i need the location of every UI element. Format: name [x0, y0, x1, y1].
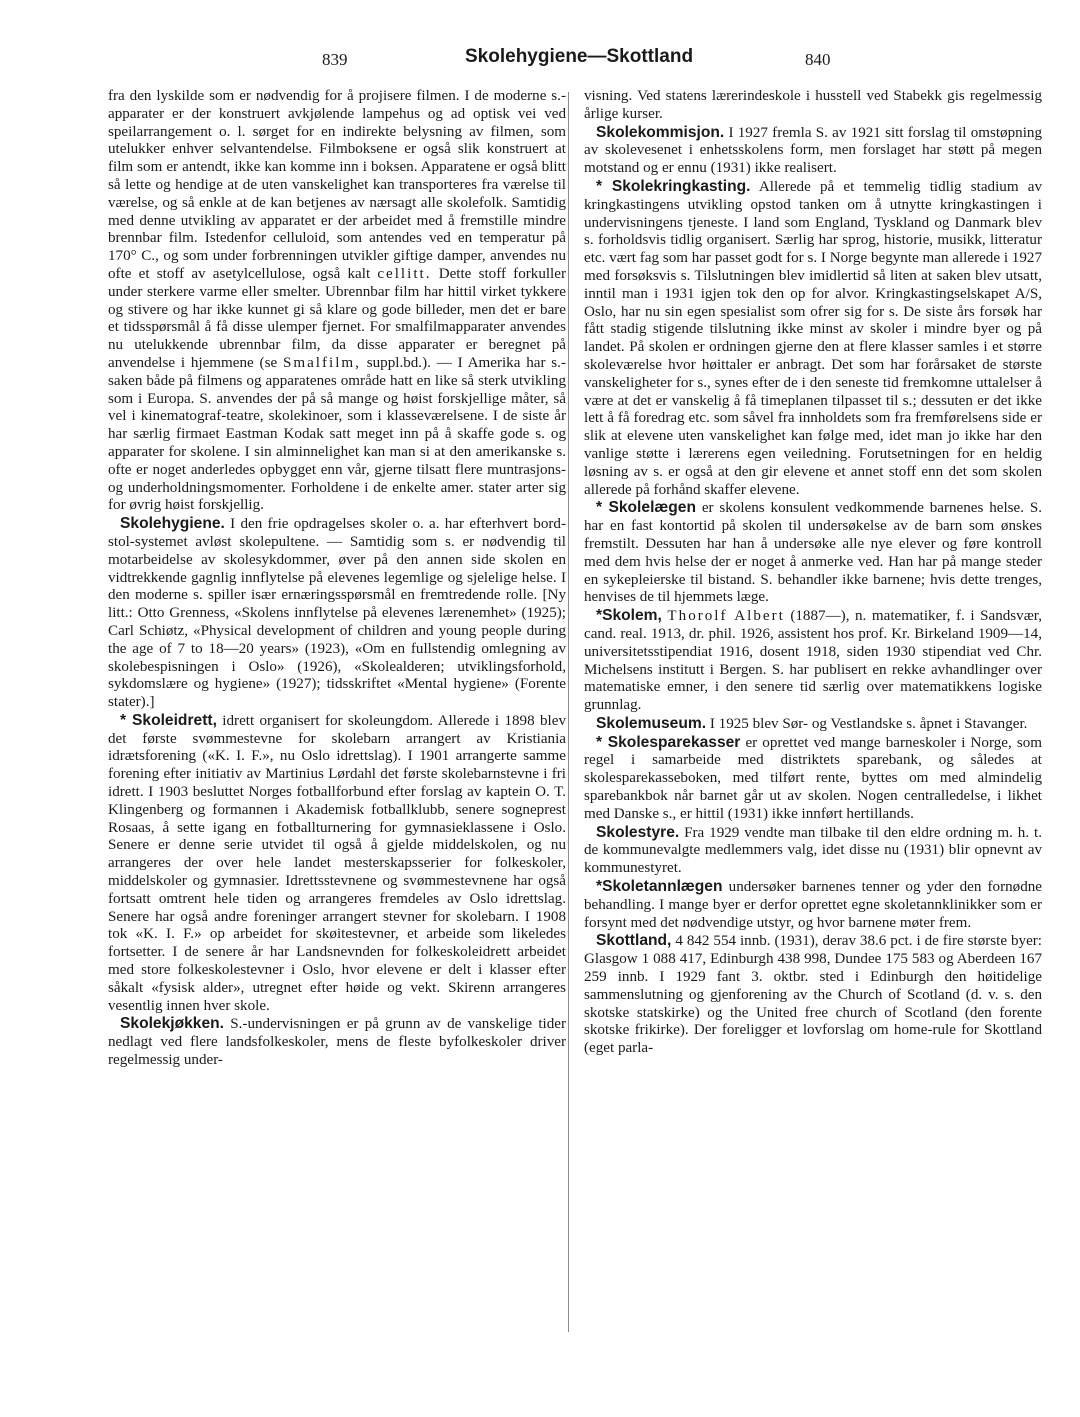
entry-skoletannlaegen: *Skoletannlægen undersøker barnenes tenner og yder den fornødne behandling. I mange byer er derfor oprettet egne skoletannklinikker som er forsynt med det nødvendige utstyr, og hvor barnene møter frem.	[584, 878, 1042, 931]
entry-skolem: *Skolem, Thorolf Albert (1887—), n. matematiker, f. i Sandsvær, cand. real. 1913, dr. phil. 1926, assistent hos prof. Kr. Birkeland 1909—14, universitetsstipendiat 1916, dosent 1918, siden 1930 stipendiat ved Chr. Michelsens institutt i Bergen. S. har publisert en rekke avhandlinger over matematiske emner, i den senere tid særlig over matematikkens logiske grunnlag.	[584, 607, 1042, 714]
entry-skolestyre: Skolestyre. Fra 1929 vendte man tilbake til den eldre ordning m. h. t. de kommunevalgte medlemmers valg, idet disse nu (1931) blir opnevnt av kommunestyret.	[584, 823, 1042, 877]
headword: * Skolesparekasser	[596, 733, 741, 751]
headword: Skolekommisjon.	[596, 123, 725, 141]
entry-skolekringkasting: * Skolekringkasting. Allerede på et temmelig tidlig stadium av kringkastingens utvikling opstod tanken om å utnytte kringkastingen i undervisningens tjeneste. I land som England, Tyskland og Danmark blev s. forholdsvis tidlig organisert. Særlig har sprog, historie, musikk, litteratur etc. vært fag som har passet godt for s. I Norge begynte man allerede i 1927 med forsøksvis s. Tilslutningen blev imidlertid så liten at saken blev utsatt, inntil man i 1931 igjen tok den op for alvor. Kringkastingselskapet A/S, Oslo, har nu sin egen spesialist som ofrer sig for s. De siste års forsøk har fått stadig stigende tilslutning ikke minst av skoler i mindre byer og på landet. På skolen er ordningen gjerne den at flere klasser samles i et større skoleværelse hvor høittaler er anbragt. Det som har forårsaket de største vanskeligheter for s., synes efter de i den seneste tid fremkomne uttalelser å være at det er vanskelig å få timeplanen tilpasset til s.; dessuten er det ikke lett å få foredrag etc. som såvel fra innholdets som fra fremførelsens side er slik at elevene uten vanskelighet kan følge med, idet man jo ikke har den vanlige støtte i lærerens egen veiledning. Forutsetningen for en heldig løsning av s. er også at den gir elevene et annet stoff enn det som skolen allerede på forhånd skaffer elevene.	[584, 177, 1042, 498]
running-head: Skolehygiene—Skottland	[465, 46, 694, 67]
headword: * Skolekringkasting.	[596, 177, 751, 195]
entry-skolekommisjon: Skolekommisjon. I 1927 fremla S. av 1921 sitt forslag til omstøpning av skolevesenet i enhetsskolens form, men forslaget har støtt på megen motstand og er ennu (1931) ikke realisert.	[584, 123, 1042, 177]
entry-skolemuseum: Skolemuseum. I 1925 blev Sør- og Vestlandske s. åpnet i Stavanger.	[596, 714, 1028, 732]
headword: Skolekjøkken.	[120, 1015, 225, 1033]
right-column	[584, 88, 1042, 1058]
headword: * Skolelægen	[596, 499, 696, 517]
page-number-left: 839	[322, 50, 348, 69]
headword: Skolemuseum.	[596, 714, 707, 732]
headword: *Skolem,	[596, 607, 662, 625]
entry-continuation: visning. Ved statens lærerindeskole i husstell ved Stabekk gis regelmessig årlige kurser.	[584, 88, 1042, 122]
entry-skolehygiene: Skolehygiene. I den frie opdragelses skoler o. a. har efterhvert bord-stol-systemet avløst skolepultene. — Samtidig som s. er nødvendig til motarbeidelse av skolesykdommer, øver på den annen side skolen en vidtrekkende gagnlig innflytelse på elevenes legemlige og sjelelige helse. I den moderne s. spiller især ernæringsspørsmål en fremtredende rolle. [Ny litt.: Otto Grenness, «Skolens innflytelse på elevenes lærenemhet» (1925); Carl Schiøtz, «Physical development of children and young people during the age of 7 to 18—20 years» (1923), «Om en fullstendig omlegning av skolebespisningen i Oslo» (1926), «Skolealderen; utviklingsforhold, sykdomslære og hygiene» (1927); tidsskriftet «Mental hygiene» (Forente stater).]	[108, 515, 566, 711]
entry-skolelaegen: * Skolelægen er skolens konsulent vedkommende barnenes helse. S. har en fast kontortid på skolen til undersøkelse av de barn som ønskes fremstilt. Dessuten har han å undersøke alle nye elever og føre kontroll med dem hvis helse der er noget å anmerke ved. Han har på mange steder en sykepleierske til bistand. S. behandler ikke barnene; hvis dette trenges, henvises de til hjemmets læge.	[584, 499, 1043, 606]
entry-continuation: fra den lyskilde som er nødvendig for å projisere filmen. I de moderne s.-apparater er der konstruert avkjølende lampehus og ad optisk vei ved speilarrangement o. l. sørget for en indirekte belysning av filmen, som utelukker enhver selvantendelse. Filmboksene er også slik konstruert at film som er antendt, ikke kan komme inn i boksen. Apparatene er også blitt så lette og hendige at de uten vanskelighet kan transporteres fra værelse til værelse, og så enkle at de kan betjenes av nærsagt alle skolefolk. Samtidig med denne utvikling av apparatet er der arbeidet med å fremstille mindre brennbar film. Istedenfor celluloid, som antendes ved en temperatur på 170° C., og som under forbrenningen utvikler giftige damper, anvendes nu ofte et stoff av asetylcellulose, også kalt cellitt. Dette stoff forkuller under sterkere varme eller smelter. Ubrennbar film har hittil virket tykkere og stivere og har ikke kunnet gi så klare og gode billeder, men det er bare et tidsspørsmål å få disse ulemper fjernet. For smalfilmapparater anvendes nu utelukkende ubrennbar film, da disse apparater er beregnet på anvendelse i hjemmene (se Smalfilm, suppl.bd.). — I Amerika har s.-saken både på filmens og apparatenes område hatt en like så sterk utvikling som i Europa. S. anvendes der på så mange og høist forskjellige måter, så vel i kinematograf-teatre, skolekinoer, som i klasseværelsene. I de siste år har særlig firmaet Eastman Kodak satt meget inn på å skaffe gode s. og apparater for skolene. I sin alminnelighet kan man si at den amerikanske s. ofte er noget anderledes opbygget enn vår, gjerne tilsatt flere muntrasjons- og underholdningsmomenter. Forholdene i de enkelte amer. stater arter sig for øvrig høist forskjellig.	[108, 88, 566, 514]
headword: Skolehygiene.	[120, 515, 225, 533]
entry-skolekjokken: Skolekjøkken. S.-undervisningen er på grunn av de vanskelige tider nedlagt ved flere landsfolkeskoler, mens de fleste byfolkeskoler driver regelmessig under-	[108, 1015, 566, 1069]
entry-skolesparekasser: * Skolesparekasser er oprettet ved mange barneskoler i Norge, som regel i samarbeide med distriktets sparebank, og således at skolesparekasseboken, med tilført rente, byttes om med almindelig sparebankbok når barnet går ut av skolen. Nogen centralledelse, i likhet med Danske s., er hittil (1931) ikke innført hertillands.	[584, 733, 1043, 822]
entry-skottland: Skottland, 4 842 554 innb. (1931), derav 38.6 pct. i de fire største byer: Glasgow 1 088 417, Edinburgh 438 998, Dundee 175 583 og Aberdeen 167 259 innb. I 1929 fant 3. oktbr. sted i Edinburgh den høitidelige sammenslutning og gjenforening av the Church of Scotland (d. v. s. den skotske statskirke) og the United free church of Scotland (den forente skotske frikirke). Der foreligger et lovforslag om home-rule for Skottland (eget parla-	[584, 932, 1043, 1057]
page-number-right: 840	[805, 50, 831, 69]
headword: * Skoleidrett,	[120, 711, 217, 729]
entry-skoleidrett: * Skoleidrett, idrett organisert for skoleungdom. Allerede i 1898 blev det første svømmestevne for skolebarn arrangert av Kristiania idrætsforening («K. I. F.», nu Oslo idrettslag). I 1901 arrangerte samme forening efter initiativ av Martinius Lørdahl det første skolebarnstevne i fri idrett. I 1903 besluttet Norges fotballforbund efter forslag av kaptein O. T. Klingenberg og formannen i Akademisk fotballklubb, senere sogneprest Rosaas, å sette igang en fotballturnering for gymnasieklassene i Oslo. Senere er denne serie utvidet til også å gjelde middelskolen, og nu arrangeres der over hele landet mesterskapsserier for folkeskoler, middelskoler og gymnasier. Idrettsstevnene og svømmestevnene har også fortsatt omtrent hele tiden og arrangeres fremdeles av Oslo idrettslag. Senere har også andre foreninger arrangert stevner for skolebarn. I 1908 tok «K. I. F.» op arbeidet for skøitestevner, et arbeide som likeledes fortsetter. I de senere år har Landsnevnden for folkeskoleidrett arbeidet med store folkeskolestevner i Oslo, hvor elevene er delt i klasser efter såkalt «fysisk alder», utregnet efter høide og vekt. Skirenn arrangeres vesentlig innen hver skole.	[108, 711, 566, 1014]
headword: Skottland,	[596, 932, 672, 950]
headword: *Skoletannlægen	[596, 878, 723, 896]
page-header	[0, 46, 1080, 76]
headword: Skolestyre.	[596, 823, 680, 841]
left-column	[108, 88, 566, 1070]
column-divider	[568, 92, 569, 1332]
